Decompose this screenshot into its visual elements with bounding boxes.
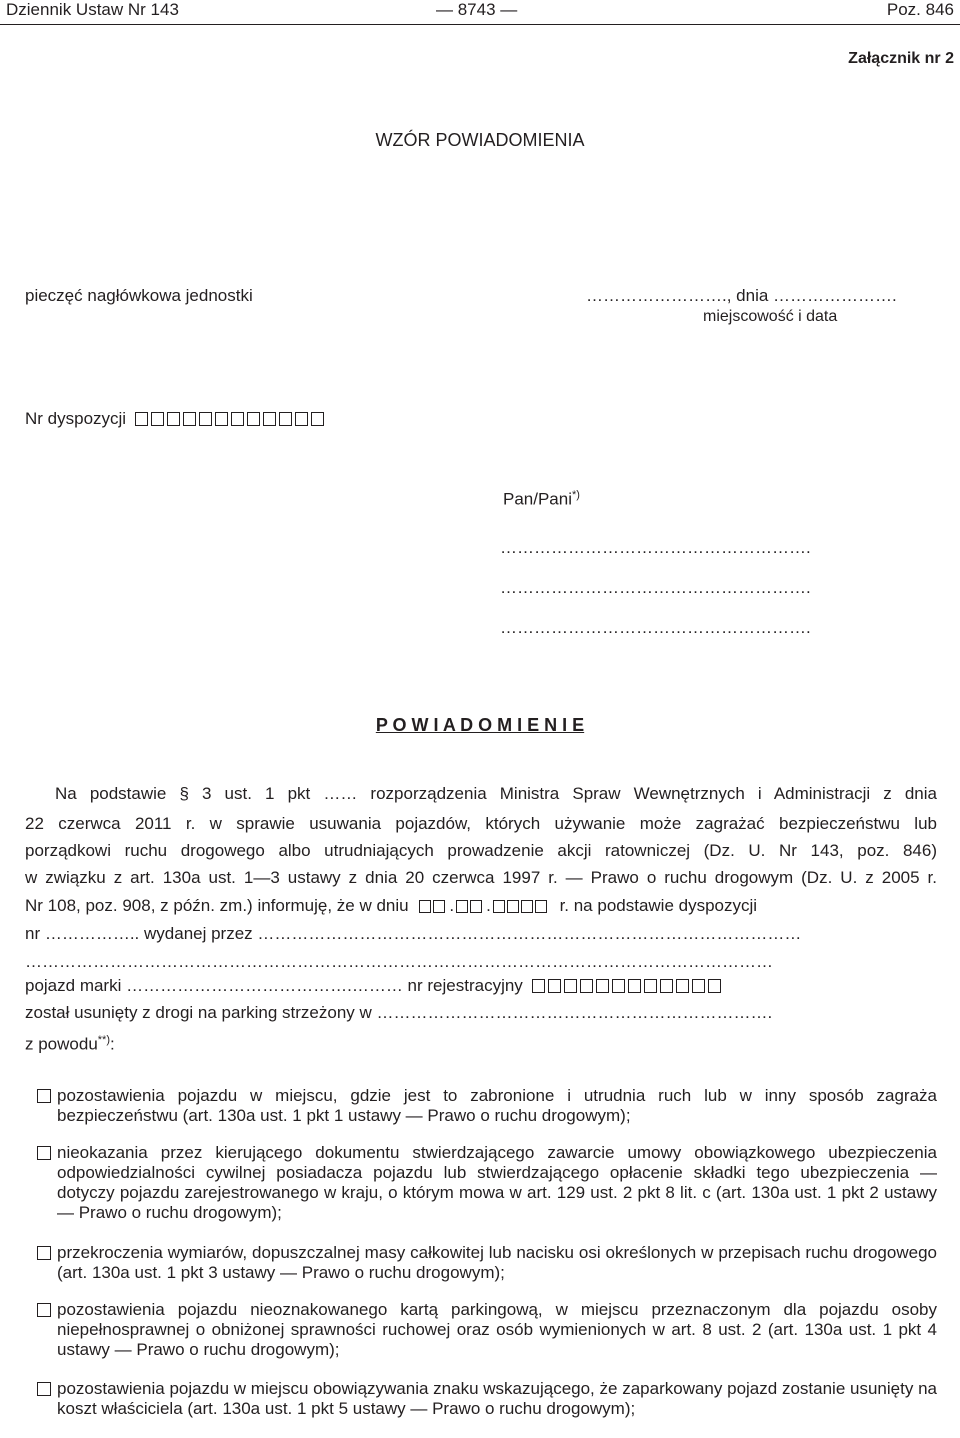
body-line-10 bbox=[25, 1030, 937, 1055]
place-date-label: miejscowość i data bbox=[703, 308, 838, 325]
reason-text-3: przekroczenia wymiarów, dopuszczalnej masy całkowitej lub nacisku osi określonych w przepisach ruchu drogowego (art. 130a ust. 1 pkt 3 ustawy — Prawo o ruchu drogowym); bbox=[57, 1243, 937, 1282]
disposition-label: Nr dyspozycji bbox=[25, 409, 127, 428]
reason-checkbox-1[interactable] bbox=[37, 1089, 51, 1103]
disposition-row bbox=[25, 409, 327, 429]
body-line-3: porządkowi ruchu drogowego albo utrudniających prowadzenie akcji ratowniczej (Dz. U. Nr 143, poz. 846) bbox=[25, 841, 937, 860]
body-line-5-end: r. na podstawie dyspozycji bbox=[559, 896, 758, 915]
notice-heading: P O W I A D O M I E N I E bbox=[375, 715, 585, 735]
reason-checkbox-3[interactable] bbox=[37, 1246, 51, 1260]
disposition-number-boxes[interactable] bbox=[135, 409, 327, 428]
form-title: WZÓR POWIADOMIENIA bbox=[375, 130, 585, 150]
body-line-6: nr …………….. wydanej przez …………………………………………………………………………………… bbox=[25, 924, 802, 943]
attachment-label: Załącznik nr 2 bbox=[848, 50, 954, 67]
place-date-line: ……………………., dnia …………………. bbox=[586, 286, 897, 305]
addressee-line-2[interactable]: ………………………………………………. bbox=[500, 578, 811, 597]
addressee-label: Pan/Pani bbox=[503, 489, 572, 509]
reason-item-2 bbox=[37, 1143, 937, 1223]
reason-text-4: pozostawienia pojazdu nieoznakowanego kartą parkingową, w miejscu przeznaczonym dla pojazdu osoby niepełnosprawnej o obniżonej sprawności ruchowej oraz osób wymienionych w art. 8 ust. 2 (art. 130a ust. 1 pkt 4 ustawy — Prawo o ruchu drogowym); bbox=[57, 1300, 937, 1359]
reason-item-3 bbox=[37, 1243, 937, 1283]
body-line-7: …………………………………………………………………………………………………………………… bbox=[25, 952, 773, 971]
body-line-2: 22 czerwca 2011 r. w sprawie usuwania pojazdów, których używanie może zagrażać bezpieczeństwu lub bbox=[25, 814, 937, 833]
registration-boxes[interactable] bbox=[532, 976, 724, 995]
body-line-8 bbox=[25, 976, 937, 996]
reason-item-4 bbox=[37, 1300, 937, 1360]
body-line-1: Na podstawie § 3 ust. 1 pkt …… rozporządzenia Ministra Spraw Wewnętrznych i Administracji z dnia bbox=[55, 784, 937, 803]
addressee-line-1[interactable]: ………………………………………………. bbox=[500, 538, 811, 557]
body-line-4: w związku z art. 130a ust. 1—3 ustawy z dnia 20 czerwca 1997 r. — Prawo o ruchu drogowym (Dz. U. z 2005 r. bbox=[25, 868, 937, 887]
reason-checkbox-4[interactable] bbox=[37, 1303, 51, 1317]
reason-item-5 bbox=[37, 1379, 937, 1419]
reason-item-1 bbox=[37, 1086, 937, 1126]
vehicle-make-text: pojazd marki ………………………………….……… nr rejestracyjny bbox=[25, 976, 523, 995]
page-header bbox=[0, 0, 960, 24]
reason-footnote-mark: **) bbox=[97, 1034, 111, 1046]
reason-intro: z powodu bbox=[25, 1034, 98, 1054]
reason-text-5: pozostawienia pojazdu w miejscu obowiązywania znaku wskazującego, że zaparkowany pojazd zostanie usunięty na koszt właściciela (art. 130a ust. 1 pkt 5 ustawy — Prawo o ruchu drogowym); bbox=[57, 1379, 937, 1418]
reason-text-1: pozostawienia pojazdu w miejscu, gdzie jest to zabronione i utrudnia ruch lub w inny sposób zagraża bezpieczeństwu (art. 130a ust. 1 pkt 1 ustawy — Prawo o ruchu drogowym); bbox=[57, 1086, 937, 1125]
date-boxes[interactable]: . . bbox=[419, 896, 553, 915]
stamp-label: pieczęć nagłówkowa jednostki bbox=[25, 286, 253, 305]
addressee-footnote-mark: *) bbox=[572, 489, 580, 501]
body-line-9: został usunięty z drogi na parking strzeżony w ……………………………………………………………. bbox=[25, 1003, 773, 1022]
position-number: Poz. 846 bbox=[886, 0, 954, 19]
reason-checkbox-5[interactable] bbox=[37, 1382, 51, 1396]
journal-name: Dziennik Ustaw Nr 143 bbox=[6, 0, 179, 19]
body-line-5 bbox=[25, 896, 937, 916]
body-line-5-start: Nr 108, poz. 908, z późn. zm.) informuję, że w dniu bbox=[25, 896, 409, 915]
reason-checkbox-2[interactable] bbox=[37, 1146, 51, 1160]
addressee-line-3[interactable]: ………………………………………………. bbox=[500, 618, 811, 637]
addressee-label-row bbox=[503, 489, 580, 510]
page-number: — 8743 — bbox=[436, 0, 518, 19]
reason-text-2: nieokazania przez kierującego dokumentu stwierdzającego zawarcie umowy obowiązkowego ubezpieczenia odpowiedzialności cywilnej posiadacza pojazdu lub stwierdzającego opłacenie składki tego ubezpieczenia — dotyczy pojazdu zarejestrowanego w kraju, o którym mowa w art. 129 ust. 2 pkt 8 lit. c (art. 130a ust. 1 pkt 2 ustawy — Prawo o ruchu drogowym); bbox=[57, 1143, 937, 1222]
header-rule bbox=[0, 24, 960, 25]
reason-colon: : bbox=[110, 1034, 115, 1054]
